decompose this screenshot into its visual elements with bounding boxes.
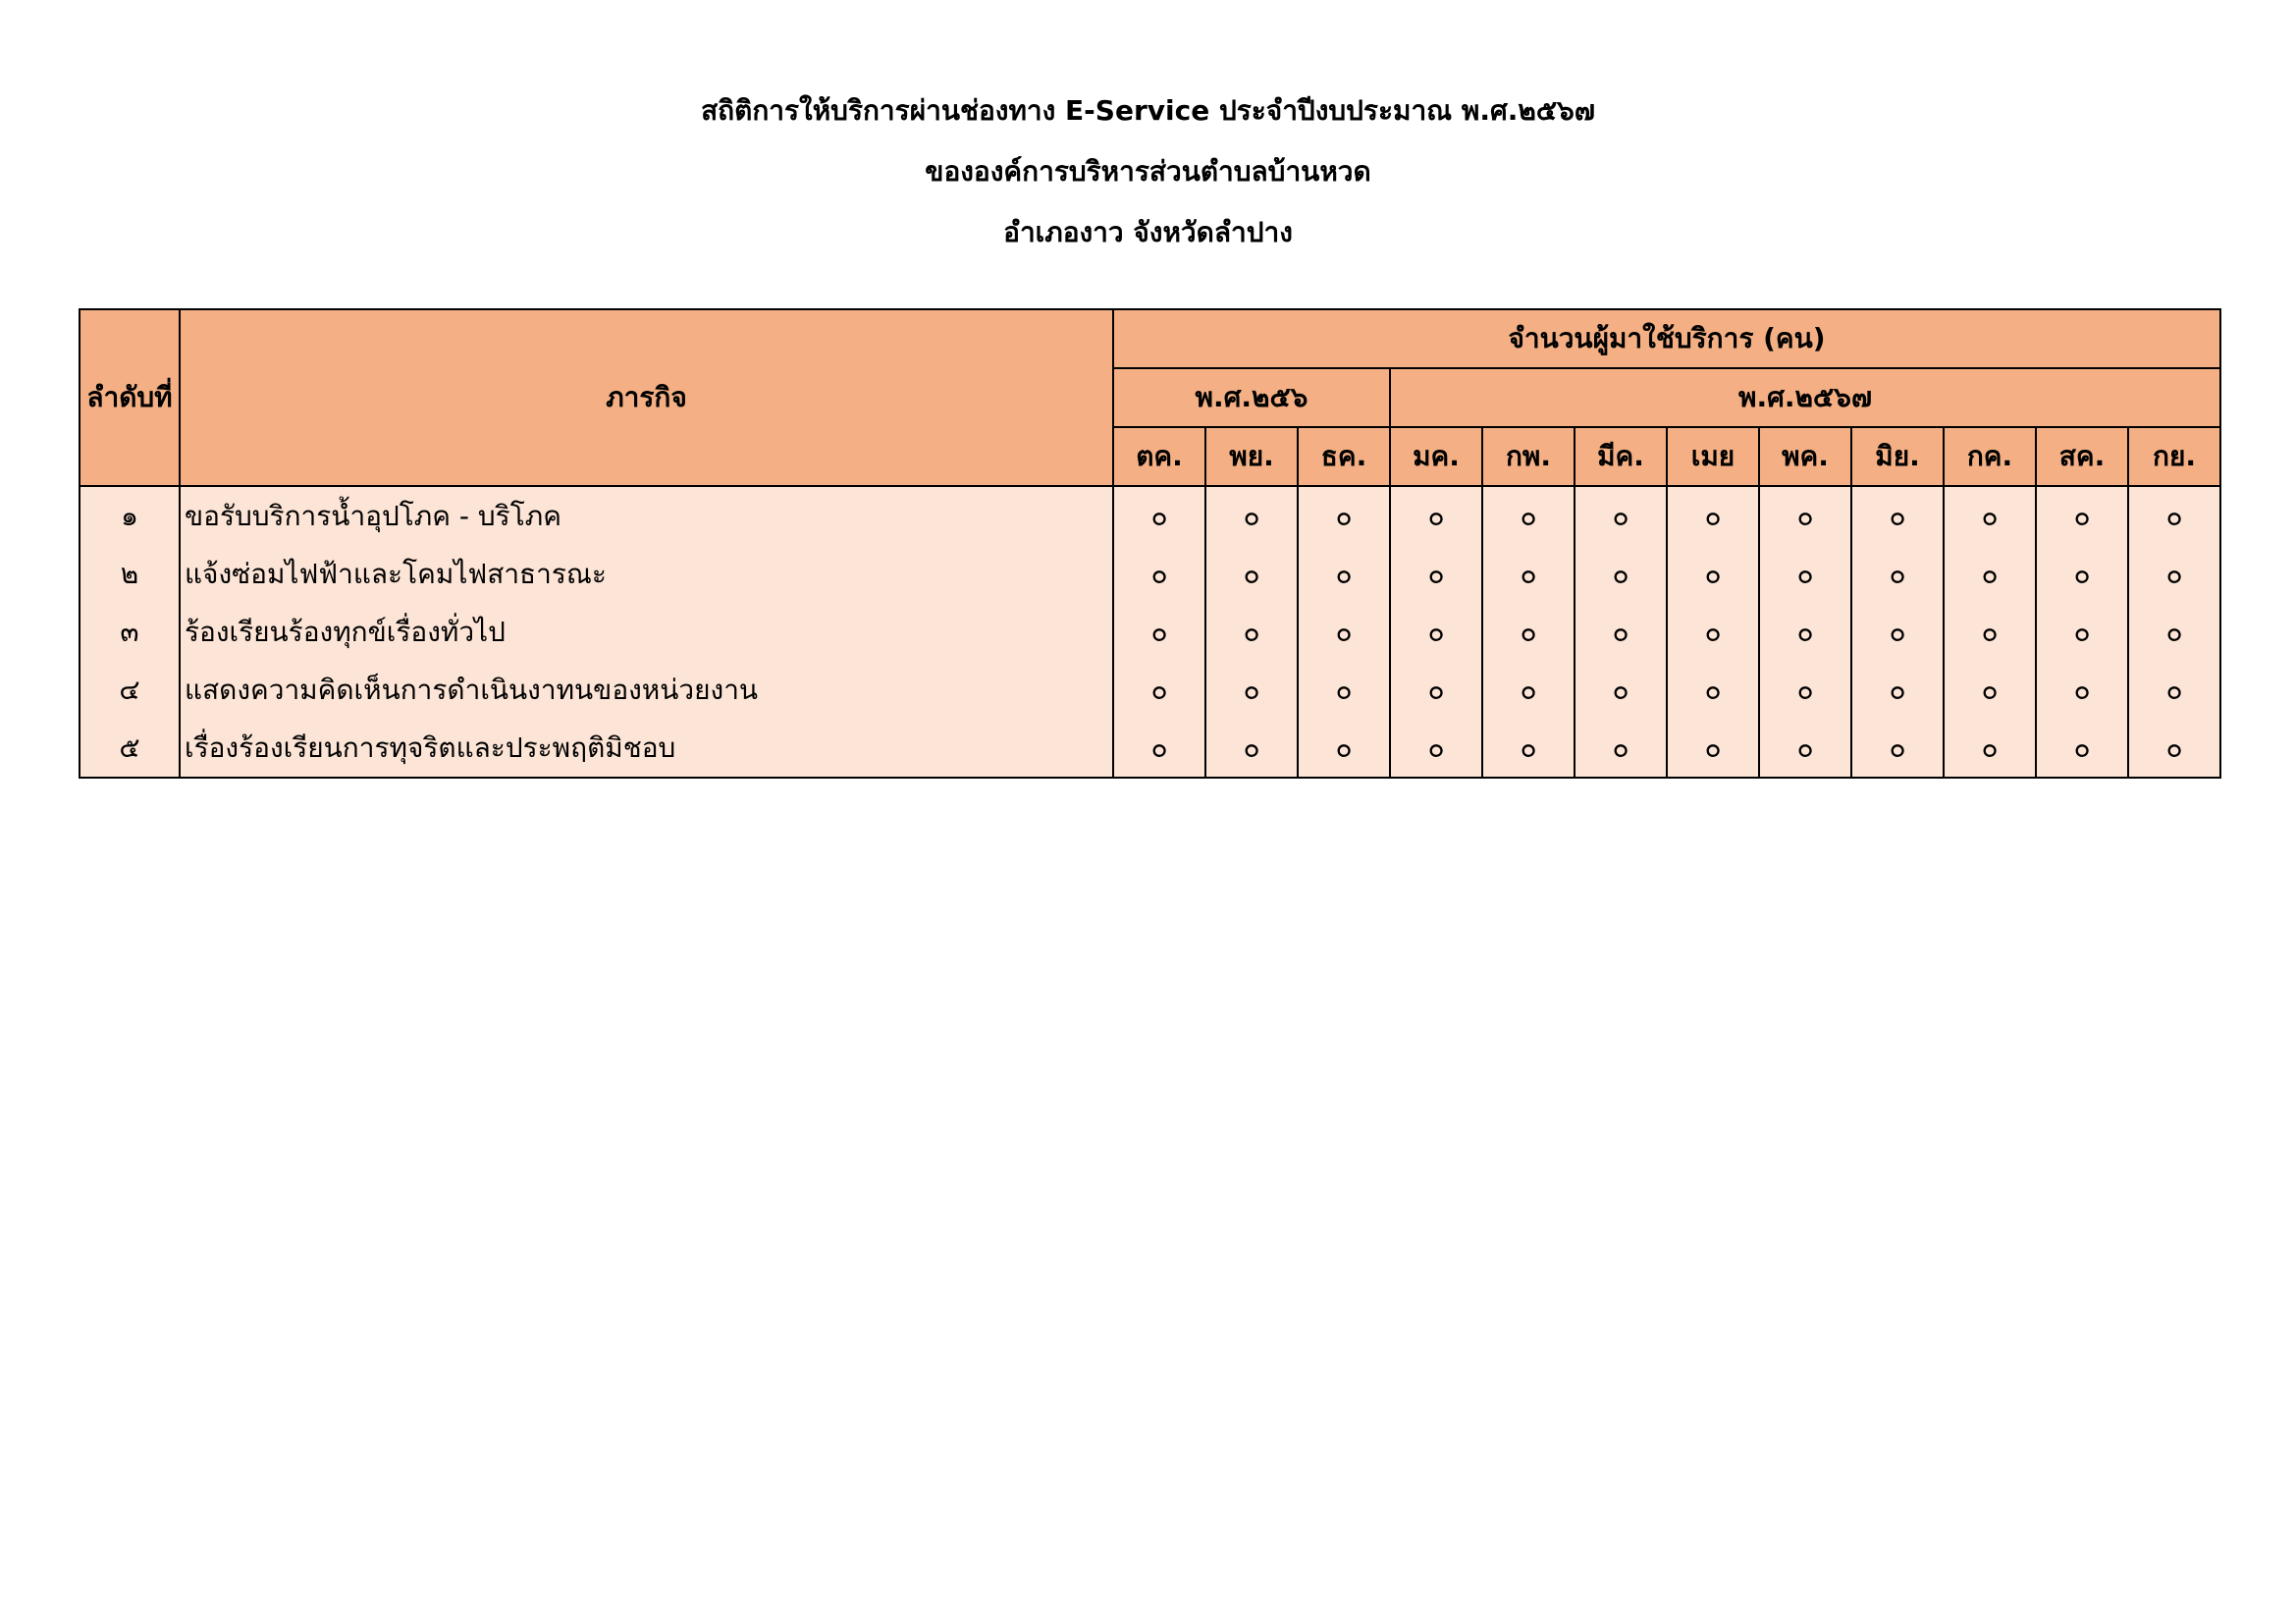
header-month: ธค.	[1298, 427, 1390, 486]
row-month-count: ๐	[1944, 603, 2036, 661]
row-month-count: ๐	[1759, 603, 1851, 661]
row-month-count: ๐	[1851, 486, 1944, 545]
district-province: อำเภองาว จังหวัดลำปาง	[1003, 216, 1293, 248]
row-month-count: ๐	[1298, 603, 1390, 661]
row-number: ๒	[80, 545, 180, 603]
row-month-count: ๐	[1759, 661, 1851, 719]
table-body	[80, 486, 2220, 778]
row-month-count: ๐	[2128, 719, 2220, 778]
row-month-count: ๐	[1667, 719, 1759, 778]
row-month-count: ๐	[1482, 545, 1575, 603]
row-month-count: ๐	[2128, 486, 2220, 545]
header-month: ตค.	[1113, 427, 1205, 486]
header-count-group: จำนวนผู้มาใช้บริการ (คน)	[1113, 309, 2220, 368]
eservice-stats-table	[79, 308, 2221, 779]
header-month: พค.	[1759, 427, 1851, 486]
row-month-count: ๐	[1944, 719, 2036, 778]
row-month-count: ๐	[2036, 486, 2128, 545]
row-number: ๓	[80, 603, 180, 661]
row-month-count: ๐	[1390, 545, 1482, 603]
header-month: กค.	[1944, 427, 2036, 486]
header-month: กย.	[2128, 427, 2220, 486]
row-month-count: ๐	[1205, 486, 1298, 545]
row-month-count: ๐	[1851, 661, 1944, 719]
document-titles	[0, 81, 2296, 263]
table-row	[80, 545, 2220, 603]
row-month-count: ๐	[1759, 486, 1851, 545]
table-header	[80, 309, 2220, 486]
header-month: เมย	[1667, 427, 1759, 486]
table-row	[80, 486, 2220, 545]
row-month-count: ๐	[1390, 603, 1482, 661]
row-month-count: ๐	[1851, 603, 1944, 661]
header-mission: ภารกิจ	[180, 309, 1113, 486]
row-month-count: ๐	[1113, 719, 1205, 778]
row-month-count: ๐	[1851, 545, 1944, 603]
row-month-count: ๐	[1390, 719, 1482, 778]
row-month-count: ๐	[1759, 545, 1851, 603]
row-number: ๕	[80, 719, 180, 778]
header-month: มิย.	[1851, 427, 1944, 486]
row-month-count: ๐	[1298, 545, 1390, 603]
row-month-count: ๐	[1759, 719, 1851, 778]
row-month-count: ๐	[1851, 719, 1944, 778]
row-mission: แจ้งซ่อมไฟฟ้าและโคมไฟสาธารณะ	[180, 545, 1113, 603]
organization-name: ขององค์การบริหารส่วนตำบลบ้านหวด	[925, 155, 1371, 188]
table-row	[80, 603, 2220, 661]
row-month-count: ๐	[1667, 661, 1759, 719]
row-month-count: ๐	[2036, 545, 2128, 603]
header-month: พย.	[1205, 427, 1298, 486]
header-month: สค.	[2036, 427, 2128, 486]
row-month-count: ๐	[1482, 661, 1575, 719]
row-month-count: ๐	[2036, 603, 2128, 661]
row-month-count: ๐	[1298, 661, 1390, 719]
table-row	[80, 719, 2220, 778]
row-month-count: ๐	[1205, 603, 1298, 661]
row-month-count: ๐	[2128, 661, 2220, 719]
row-month-count: ๐	[1575, 719, 1667, 778]
row-month-count: ๐	[1667, 486, 1759, 545]
row-month-count: ๐	[1575, 603, 1667, 661]
row-month-count: ๐	[2128, 603, 2220, 661]
row-month-count: ๐	[1575, 545, 1667, 603]
row-month-count: ๐	[1482, 719, 1575, 778]
row-mission: ขอรับบริการน้ำอุปโภค - บริโภค	[180, 486, 1113, 545]
row-month-count: ๐	[2128, 545, 2220, 603]
document-title: สถิติการให้บริการผ่านช่องทาง E-Service ประจำปีงบประมาณ พ.ศ.๒๕๖๗	[701, 94, 1595, 127]
row-month-count: ๐	[1944, 661, 2036, 719]
header-month: มีค.	[1575, 427, 1667, 486]
row-month-count: ๐	[1944, 486, 2036, 545]
header-month: มค.	[1390, 427, 1482, 486]
row-month-count: ๐	[1944, 545, 2036, 603]
row-mission: แสดงความคิดเห็นการดำเนินงาทนของหน่วยงาน	[180, 661, 1113, 719]
row-number: ๔	[80, 661, 180, 719]
row-month-count: ๐	[1298, 486, 1390, 545]
row-month-count: ๐	[1113, 545, 1205, 603]
row-month-count: ๐	[1667, 603, 1759, 661]
header-year-2: พ.ศ.๒๕๖๗	[1390, 368, 2220, 427]
row-month-count: ๐	[1482, 603, 1575, 661]
row-mission: เรื่องร้องเรียนการทุจริตและประพฤติมิชอบ	[180, 719, 1113, 778]
row-month-count: ๐	[1205, 545, 1298, 603]
row-month-count: ๐	[1575, 661, 1667, 719]
row-month-count: ๐	[1575, 486, 1667, 545]
row-month-count: ๐	[1667, 545, 1759, 603]
row-month-count: ๐	[1205, 661, 1298, 719]
row-month-count: ๐	[2036, 719, 2128, 778]
header-year-1: พ.ศ.๒๕๖	[1113, 368, 1390, 427]
row-month-count: ๐	[1113, 603, 1205, 661]
row-month-count: ๐	[1390, 661, 1482, 719]
row-month-count: ๐	[1113, 661, 1205, 719]
row-month-count: ๐	[1390, 486, 1482, 545]
row-month-count: ๐	[1482, 486, 1575, 545]
row-month-count: ๐	[1298, 719, 1390, 778]
table-row	[80, 661, 2220, 719]
row-month-count: ๐	[1205, 719, 1298, 778]
row-mission: ร้องเรียนร้องทุกข์เรื่องทั่วไป	[180, 603, 1113, 661]
row-number: ๑	[80, 486, 180, 545]
header-month: กพ.	[1482, 427, 1575, 486]
header-no: ลำดับที่	[80, 309, 180, 486]
row-month-count: ๐	[1113, 486, 1205, 545]
row-month-count: ๐	[2036, 661, 2128, 719]
